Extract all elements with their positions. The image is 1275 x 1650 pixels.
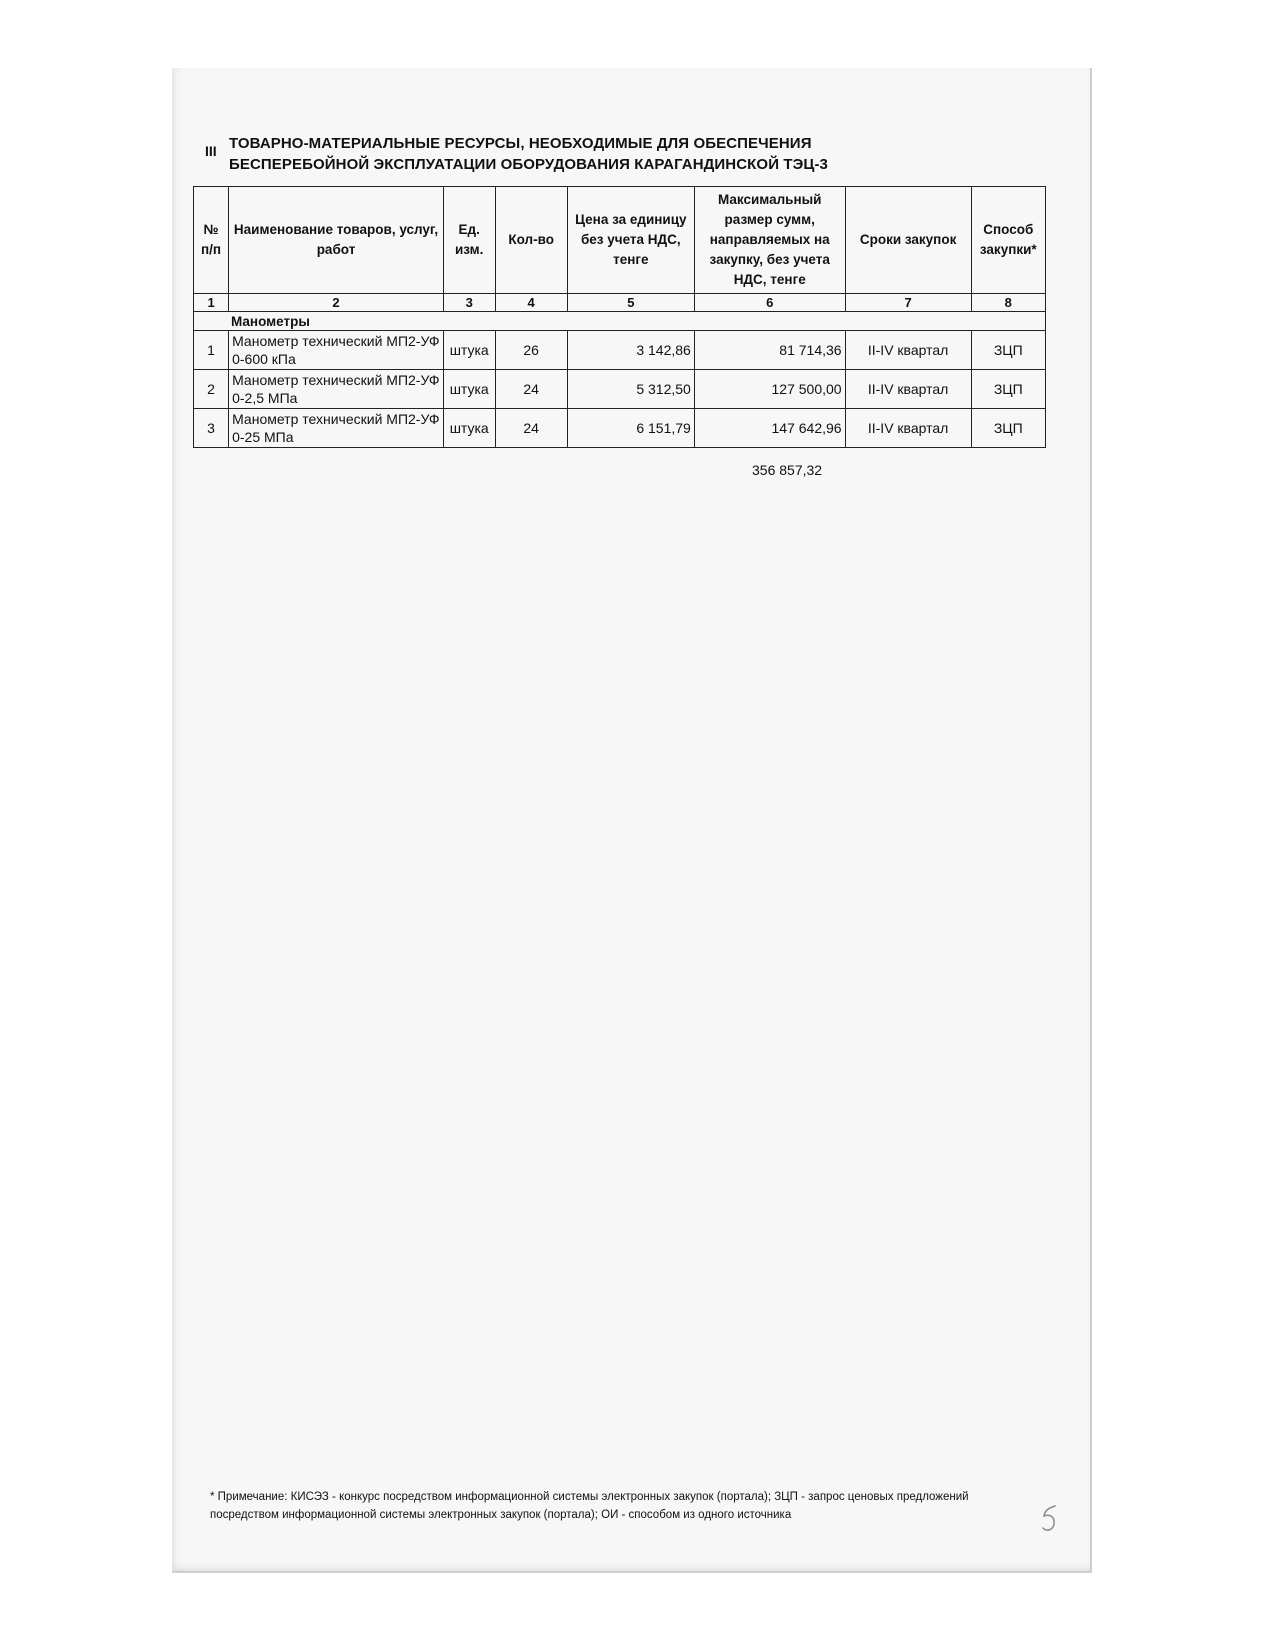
header-price: Цена за единицу без учета НДС, тенге [567,187,694,294]
row-no: 2 [194,370,229,409]
column-number: 5 [567,294,694,312]
row-name: Манометр технический МП2-УФ 0-600 кПа [229,331,444,370]
row-unit: штука [443,370,495,409]
procurement-table [193,186,1046,448]
handwritten-page-mark [1035,1500,1065,1540]
row-sum: 81 714,36 [694,331,845,370]
column-number: 3 [443,294,495,312]
header-qty: Кол-во [495,187,567,294]
header-method: Способ закупки* [971,187,1045,294]
row-name: Манометр технический МП2-УФ 0-2,5 МПа [229,370,444,409]
group-row [194,312,1046,331]
column-number: 4 [495,294,567,312]
column-number: 7 [845,294,971,312]
row-sum: 147 642,96 [694,409,845,448]
section-title: ТОВАРНО-МАТЕРИАЛЬНЫЕ РЕСУРСЫ, НЕОБХОДИМЫЕ ДЛЯ ОБЕСПЕЧЕНИЯ БЕСПЕРЕБОЙНОЙ ЭКСПЛУАТАЦИИ ОБОРУДОВАНИЯ КАРАГАНДИНСКОЙ ТЭЦ-3 [229,135,828,173]
table-row [194,331,1046,370]
row-price: 6 151,79 [567,409,694,448]
header-max-sum: Максимальный размер сумм, направляемых на закупку, без учета НДС, тенге [694,187,845,294]
header-name: Наименование товаров, услуг, работ [229,187,444,294]
table-row [194,409,1046,448]
footnote: * Примечание: КИСЭЗ - конкурс посредством информационной системы электронных закупок (портала); ЗЦП - запрос ценовых предложений посредством информационной системы электронных закупок (портала); ОИ - способом из одного источника [210,1491,969,1521]
column-number-row [194,294,1046,312]
column-number: 8 [971,294,1045,312]
row-method: ЗЦП [971,370,1045,409]
row-sum: 127 500,00 [694,370,845,409]
row-qty: 24 [495,370,567,409]
row-unit: штука [443,409,495,448]
total-sum: 356 857,32 [752,462,823,478]
row-name: Манометр технический МП2-УФ 0-25 МПа [229,409,444,448]
row-price: 5 312,50 [567,370,694,409]
row-price: 3 142,86 [567,331,694,370]
column-number: 6 [694,294,845,312]
row-qty: 24 [495,409,567,448]
table-row [194,370,1046,409]
section-number: III [205,143,217,159]
row-term: II-IV квартал [845,331,971,370]
row-method: ЗЦП [971,409,1045,448]
header-no: № п/п [194,187,229,294]
row-no: 3 [194,409,229,448]
row-no: 1 [194,331,229,370]
header-row [194,187,1046,294]
header-terms: Сроки закупок [845,187,971,294]
column-number: 1 [194,294,229,312]
row-method: ЗЦП [971,331,1045,370]
row-term: II-IV квартал [845,370,971,409]
row-term: II-IV квартал [845,409,971,448]
header-unit: Ед. изм. [443,187,495,294]
row-qty: 26 [495,331,567,370]
row-unit: штука [443,331,495,370]
group-label: Манометры [194,312,1046,331]
column-number: 2 [229,294,444,312]
